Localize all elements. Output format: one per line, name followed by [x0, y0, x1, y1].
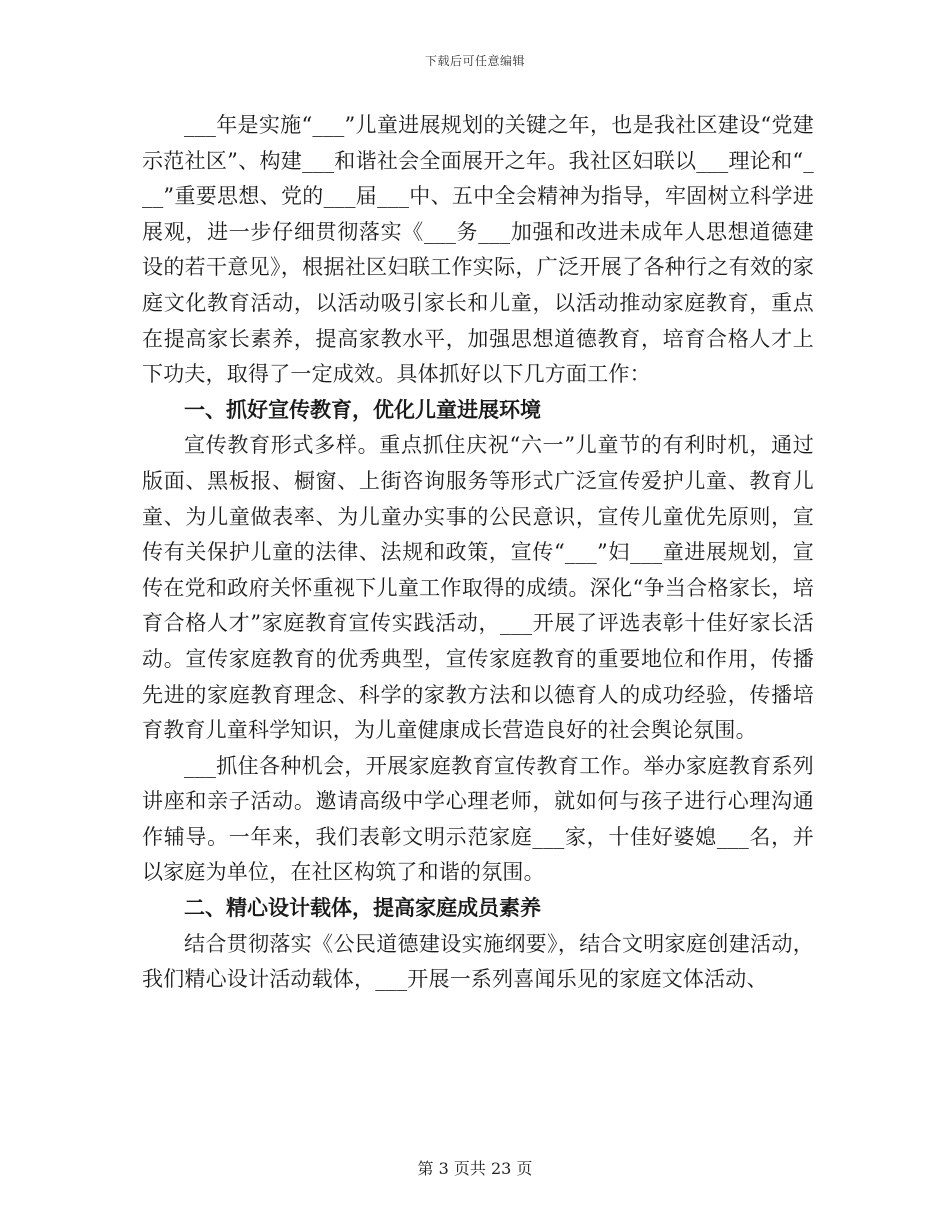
paragraph-activities: 结合贯彻落实《公民道德建设实施纲要》，结合文明家庭创建活动，我们精心设计活动载体，___开展一系列喜闻乐见的家庭文体活动、: [142, 931, 814, 992]
page-header: 下载后可任意编辑: [424, 54, 525, 68]
document-body: [142, 108, 814, 998]
section-heading-2: 二、精心设计载体，提高家庭成员素养: [184, 896, 541, 921]
page-footer: 第 3 页共 23 页: [417, 1159, 533, 1178]
section-heading-1: 一、抓好宣传教育，优化儿童进展环境: [184, 397, 541, 422]
paragraph-lectures: ___抓住各种机会，开展家庭教育宣传教育工作。举办家庭教育系列讲座和亲子活动。邀请高级中学心理老师，就如何与孩子进行心理沟通作辅导。一年来，我们表彰文明示范家庭___家，十佳好婆媳___名，并以家庭为单位，在社区构筑了和谐的氛围。: [142, 753, 814, 885]
paragraph-publicity: 宣传教育形式多样。重点抓住庆祝“六一”儿童节的有利时机，通过版面、黑板报、橱窗、上街咨询服务等形式广泛宣传爱护儿童、教育儿童、为儿童做表率、为儿童办实事的公民意识，宣传儿童优先原则，宣传有关保护儿童的法律、法规和政策，宣传“___”妇___童进展规划，宣传在党和政府关怀重视下儿童工作取得的成绩。深化“争当合格家长，培育合格人才”家庭教育宣传实践活动，___开展了评选表彰十佳好家长活动。宣传家庭教育的优秀典型，宣传家庭教育的重要地位和作用，传播先进的家庭教育理念、科学的家教方法和以德育人的成功经验，传播培育教育儿童科学知识，为儿童健康成长营造良好的社会舆论氛围。: [142, 433, 814, 743]
paragraph-intro: ___年是实施“___”儿童进展规划的关键之年，也是我社区建设“党建示范社区”、构建___和谐社会全面展开之年。我社区妇联以___理论和“___”重要思想、党的___届___中、五中全会精神为指导，牢固树立科学进展观，进一步仔细贯彻落实《___务___加强和改进未成年人思想道德建设的若干意见》，根据社区妇联工作实际，广泛开展了各种行之有效的家庭文化教育活动，以活动吸引家长和儿童，以活动推动家庭教育，重点在提高家长素养，提高家教水平，加强思想道德教育，培育合格人才上下功夫，取得了一定成效。具体抓好以下几方面工作：: [142, 113, 814, 387]
